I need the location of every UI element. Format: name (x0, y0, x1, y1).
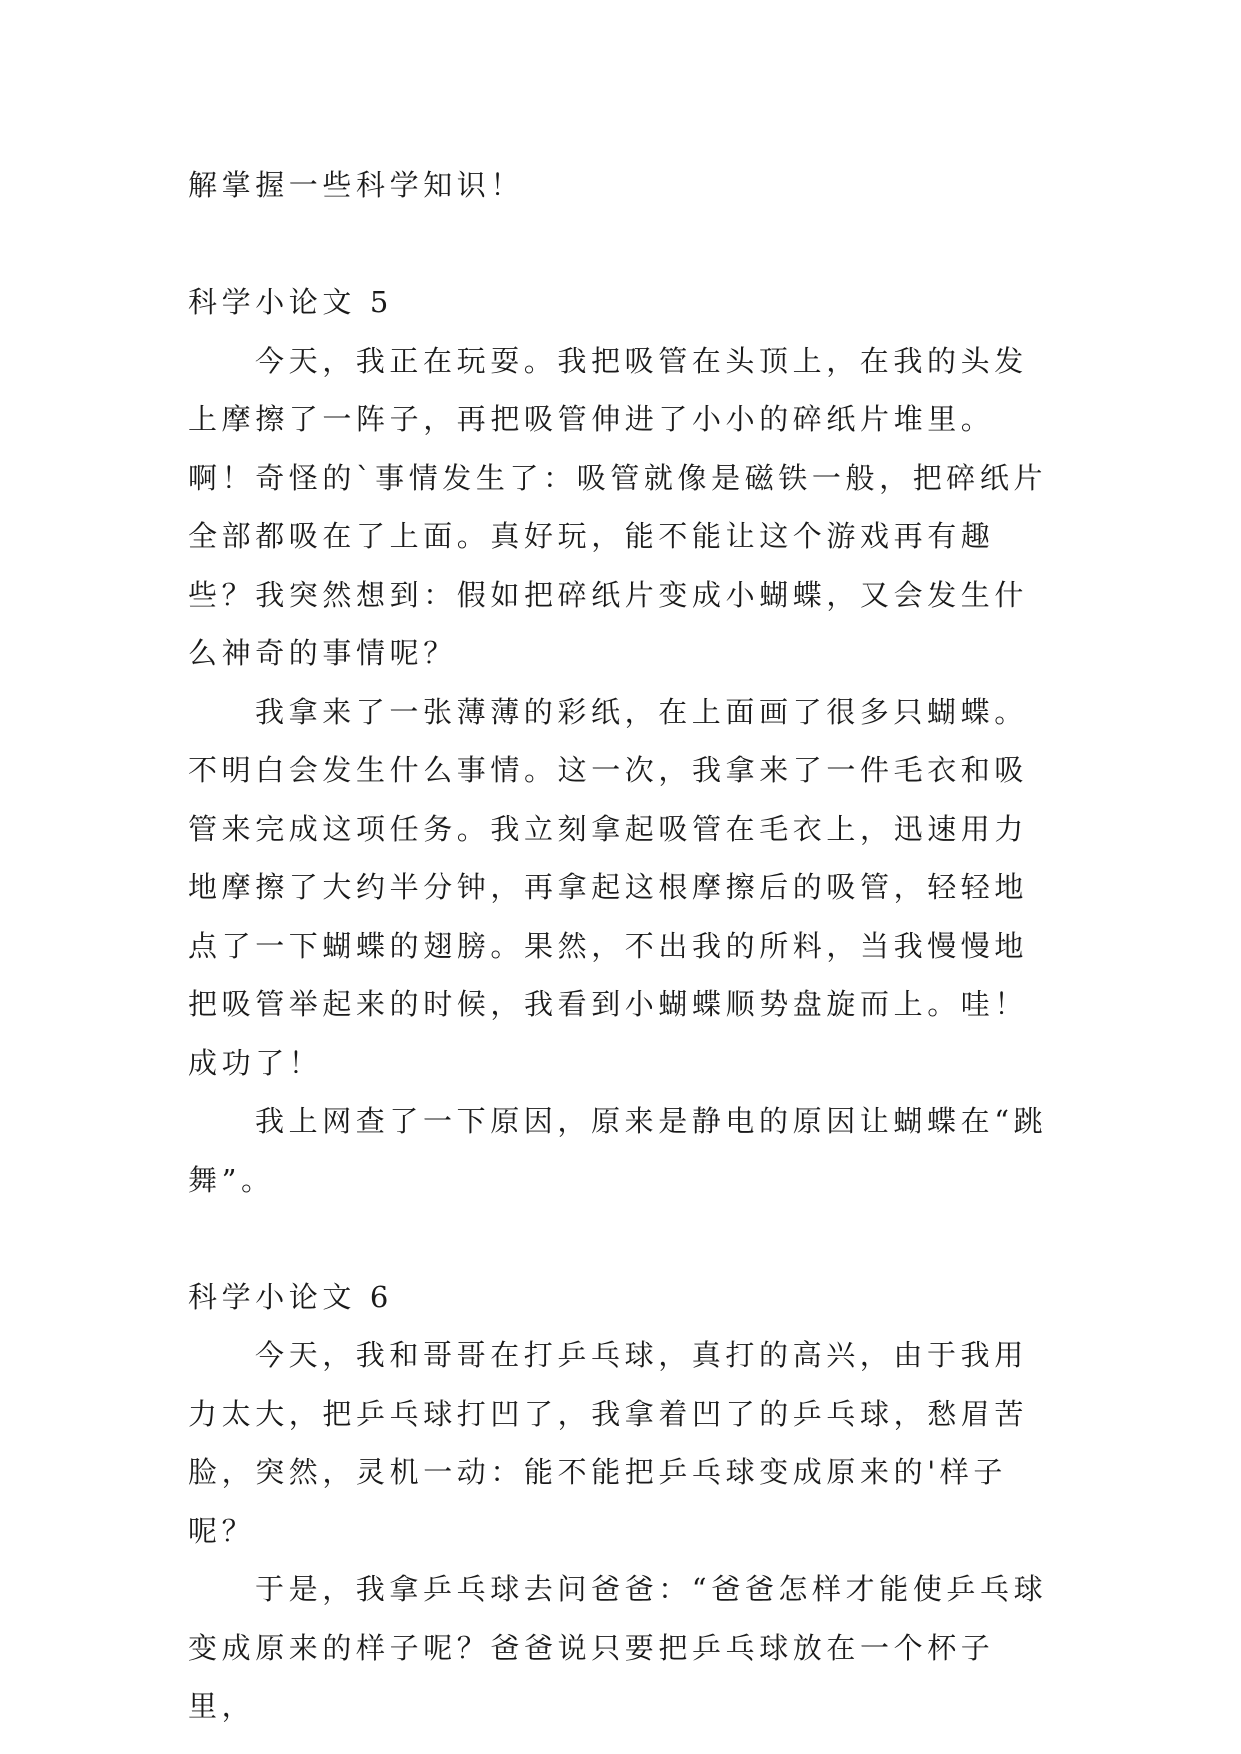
section-heading: 科学小论文 6 (188, 1279, 393, 1314)
section-paragraph: 我上网查了一下原因，原来是静电的原因让蝴蝶在“跳舞”。 (188, 1104, 1048, 1197)
section-spacer (188, 1209, 1058, 1268)
section-paragraph: 于是，我拿乒乓球去问爸爸：“爸爸怎样才能使乒乓球变成原来的样子呢？爸爸说只要把乒乓球放在一个杯子里， (188, 1572, 1048, 1723)
document-body (188, 156, 1058, 1736)
section-paragraph: 我拿来了一张薄薄的彩纸，在上面画了很多只蝴蝶。不明白会发生什么事情。这一次，我拿来了一件毛衣和吸管来完成这项任务。我立刻拿起吸管在毛衣上，迅速用力地摩擦了大约半分钟，再拿起这根摩擦后的吸管，轻轻地点了一下蝴蝶的翅膀。果然，不出我的所料，当我慢慢地把吸管举起来的时候，我看到小蝴蝶顺势盘旋而上。哇！成功了！ (188, 694, 1029, 1080)
section-paragraph: 今天，我正在玩耍。我把吸管在头顶上，在我的头发上摩擦了一阵子，再把吸管伸进了小小的碎纸片堆里。啊！奇怪的`事情发生了：吸管就像是磁铁一般，把碎纸片全部都吸在了上面。真好玩，能不能让这个游戏再有趣些？我突然想到：假如把碎纸片变成小蝴蝶，又会发生什么神奇的事情呢？ (188, 343, 1048, 670)
section-spacer (188, 215, 1058, 274)
section-heading: 科学小论文 5 (188, 285, 393, 319)
section-paragraph: 今天，我和哥哥在打乒乓球，真打的高兴，由于我用力太大，把乒乓球打凹了，我拿着凹了的乒乓球，愁眉苦脸，突然，灵机一动：能不能把乒乓球变成原来的'样子呢？ (188, 1338, 1029, 1548)
continuation-text: 解掌握一些科学知识！ (188, 168, 525, 202)
